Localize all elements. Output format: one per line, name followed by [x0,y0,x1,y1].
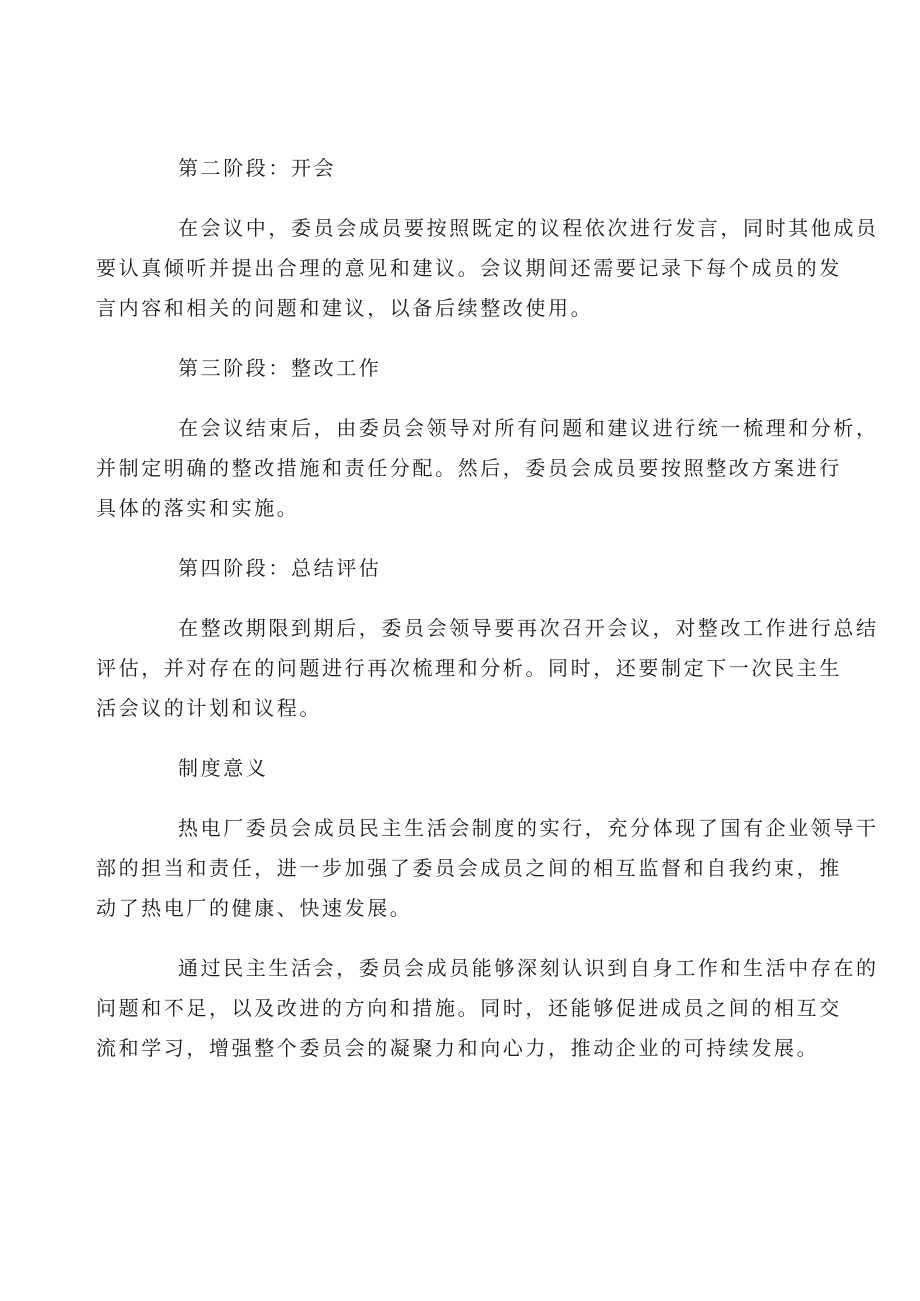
paragraph-line: 在会议中，委员会成员要按照既定的议程依次进行发言，同时其他成员 [178,216,879,240]
heading-text: 第二阶段：开会 [178,156,337,180]
paragraph-line: 言内容和相关的问题和建议，以备后续整改使用。 [96,296,594,320]
paragraph-line: 热电厂委员会成员民主生活会制度的实行，充分体现了国有企业领导干 [178,816,879,840]
paragraph-line: 在整改期限到期后，委员会领导要再次召开会议，对整改工作进行总结 [178,616,879,640]
paragraph-line: 活会议的计划和议程。 [96,696,322,720]
heading-text: 第四阶段：总结评估 [178,556,382,580]
document-body [96,148,879,1088]
section-heading-significance [137,748,807,788]
paragraph-stage-four [96,608,879,728]
heading-text: 制度意义 [178,756,269,780]
paragraph-line: 并制定明确的整改措施和责任分配。然后，委员会成员要按照整改方案进行 [96,456,842,480]
section-heading-stage-two [137,148,807,188]
paragraph-line: 评估，并对存在的问题进行再次梳理和分析。同时，还要制定下一次民主生 [96,656,842,680]
paragraph-stage-two [96,208,879,328]
paragraph-line: 具体的落实和实施。 [96,496,300,520]
paragraph-significance-2 [96,948,879,1068]
paragraph-line: 流和学习，增强整个委员会的凝聚力和向心力，推动企业的可持续发展。 [96,1036,820,1060]
heading-text: 第三阶段：整改工作 [178,356,382,380]
section-heading-stage-four [137,548,807,588]
paragraph-line: 动了热电厂的健康、快速发展。 [96,896,413,920]
paragraph-line: 部的担当和责任，进一步加强了委员会成员之间的相互监督和自我约束，推 [96,856,842,880]
paragraph-significance-1 [96,808,879,928]
paragraph-stage-three [96,408,879,528]
section-heading-stage-three [137,348,807,388]
paragraph-line: 通过民主生活会，委员会成员能够深刻认识到自身工作和生活中存在的 [178,956,879,980]
paragraph-line: 问题和不足，以及改进的方向和措施。同时，还能够促进成员之间的相互交 [96,996,842,1020]
paragraph-line: 要认真倾听并提出合理的意见和建议。会议期间还需要记录下每个成员的发 [96,256,842,280]
paragraph-line: 在会议结束后，由委员会领导对所有问题和建议进行统一梳理和分析， [178,416,879,440]
